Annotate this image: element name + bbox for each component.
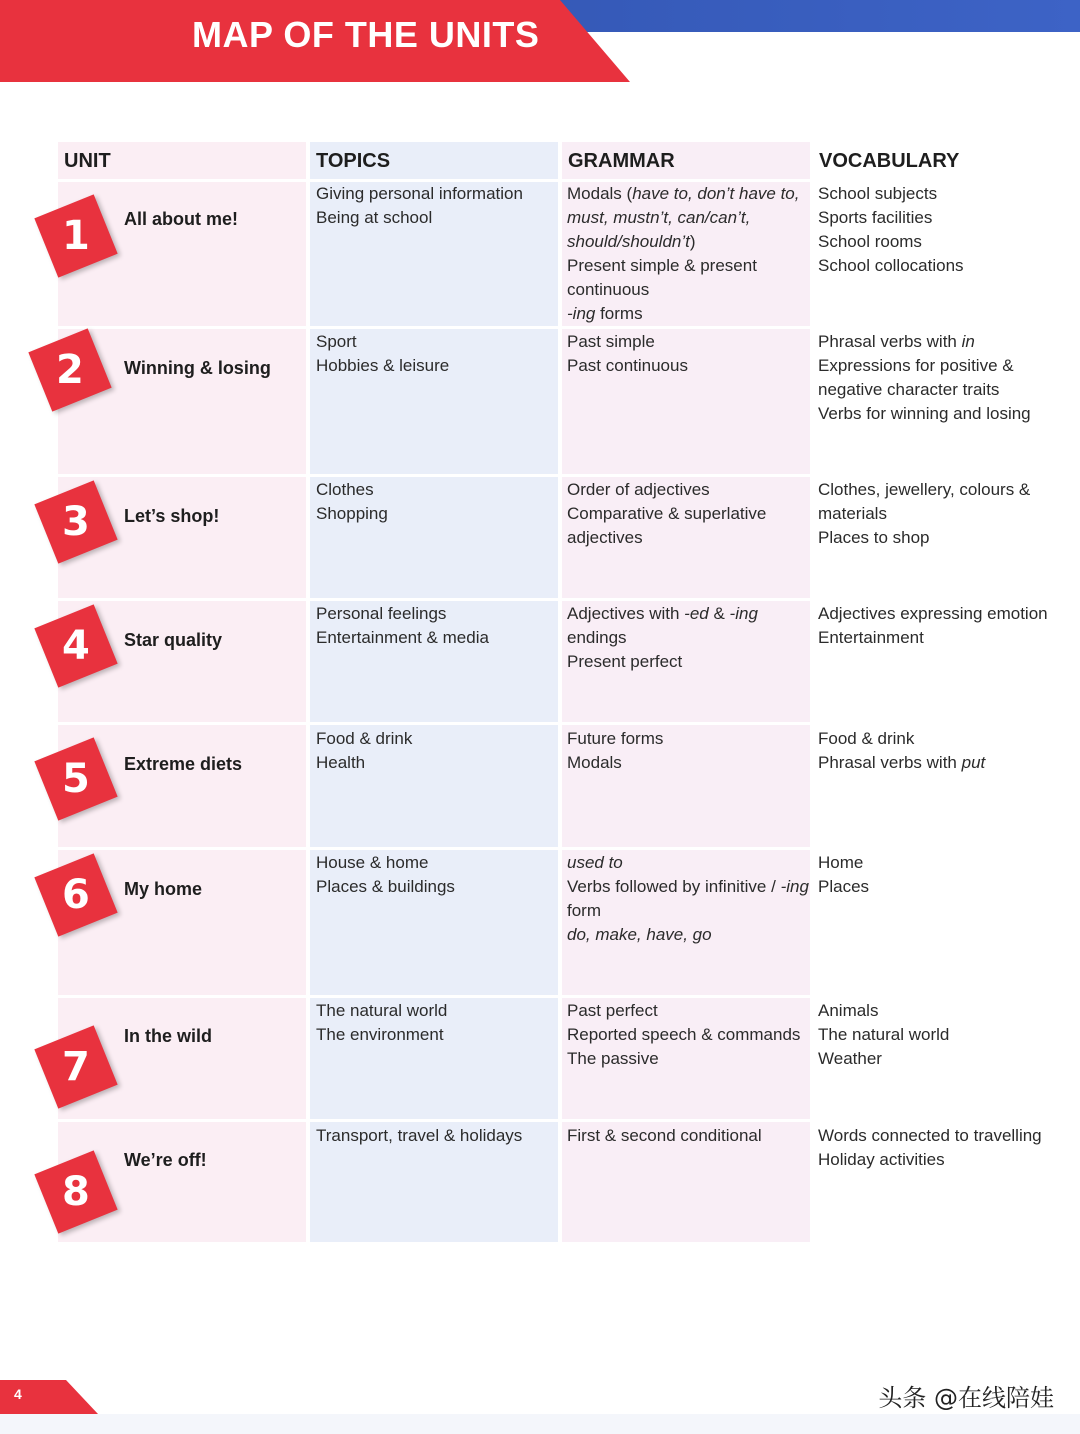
grammar-cell: First & second conditional xyxy=(567,1126,762,1145)
grammar-cell: Past simple Past continuous xyxy=(567,332,688,375)
unit-title: Star quality xyxy=(124,630,223,650)
unit-number-badge: 1 xyxy=(34,194,117,277)
topics-header: TOPICS xyxy=(316,150,391,172)
topics-cell: Food & drink Health xyxy=(316,729,413,772)
unit-title: My home xyxy=(124,879,203,899)
vocabulary-cell: Clothes, jewellery, colours & materials Places to shop xyxy=(818,480,1031,547)
unit-number-badge: 3 xyxy=(34,480,117,563)
grammar-cell: Adjectives with -ed & -ing endings Present perfect xyxy=(567,604,758,671)
topics-cell: House & home Places & buildings xyxy=(316,853,455,896)
unit-title: All about me! xyxy=(124,209,239,229)
grammar-cell: Order of adjectives Comparative & superlative adjectives xyxy=(567,480,767,547)
vocabulary-cell: Food & drink Phrasal verbs with put xyxy=(818,729,986,772)
row-divider xyxy=(58,995,810,998)
vocabulary-cell: Words connected to travelling Holiday activities xyxy=(818,1126,1042,1169)
grammar-cell: Past perfect Reported speech & commands The passive xyxy=(567,1001,801,1068)
unit-title: Let’s shop! xyxy=(124,506,220,526)
watermark-text: 头条 @在线陪娃 xyxy=(878,1384,1054,1412)
topics-cell: Transport, travel & holidays xyxy=(316,1126,523,1145)
unit-title: Extreme diets xyxy=(124,754,243,774)
vocabulary-cell: Home Places xyxy=(818,853,870,896)
vocabulary-cell: School subjects Sports facilities School rooms School collocations xyxy=(818,184,964,275)
unit-number-badge: 6 xyxy=(34,853,117,936)
topics-column-bg xyxy=(310,142,558,1242)
grammar-cell: Future forms Modals xyxy=(567,729,664,772)
topics-cell: Personal feelings Entertainment & media xyxy=(316,604,489,647)
unit-header: UNIT xyxy=(64,150,111,172)
row-divider xyxy=(58,847,810,850)
unit-title: In the wild xyxy=(124,1026,212,1046)
vocabulary-cell: Phrasal verbs with in Expressions for positive & negative character traits Verbs for winning and losing xyxy=(818,332,1031,423)
vocabulary-cell: Animals The natural world Weather xyxy=(818,1001,950,1068)
topics-cell: Clothes Shopping xyxy=(316,480,388,523)
grammar-cell: used to Verbs followed by infinitive / -ing form do, make, have, go xyxy=(567,853,809,944)
unit-title: Winning & losing xyxy=(124,358,271,378)
unit-number-badge: 5 xyxy=(34,737,117,820)
row-divider xyxy=(58,474,810,477)
row-divider xyxy=(58,598,810,601)
unit-number-badge: 7 xyxy=(34,1025,117,1108)
topics-cell: The natural world The environment xyxy=(316,1001,448,1044)
page-number: 4 xyxy=(14,1386,22,1402)
vocabulary-header: VOCABULARY xyxy=(819,150,960,172)
grammar-header: GRAMMAR xyxy=(568,150,675,172)
unit-title: We’re off! xyxy=(124,1150,207,1170)
row-divider xyxy=(58,1119,810,1122)
topics-cell: Sport Hobbies & leisure xyxy=(316,332,450,375)
unit-number-badge: 4 xyxy=(34,604,117,687)
vocabulary-cell: Adjectives expressing emotion Entertainment xyxy=(818,604,1048,647)
topics-cell: Giving personal information Being at school xyxy=(316,184,523,227)
unit-number-badge: 8 xyxy=(34,1150,117,1233)
row-divider xyxy=(58,326,810,329)
footer-stripe xyxy=(0,1414,1080,1434)
row-divider xyxy=(58,722,810,725)
grammar-cell: Modals (have to, don’t have to, must, mustn’t, can/can’t, should/shouldn’t) Present simple & present continuous -ing forms xyxy=(567,184,800,323)
unit-number-badge: 2 xyxy=(28,328,111,411)
page-title: MAP OF THE UNITS xyxy=(192,14,540,55)
